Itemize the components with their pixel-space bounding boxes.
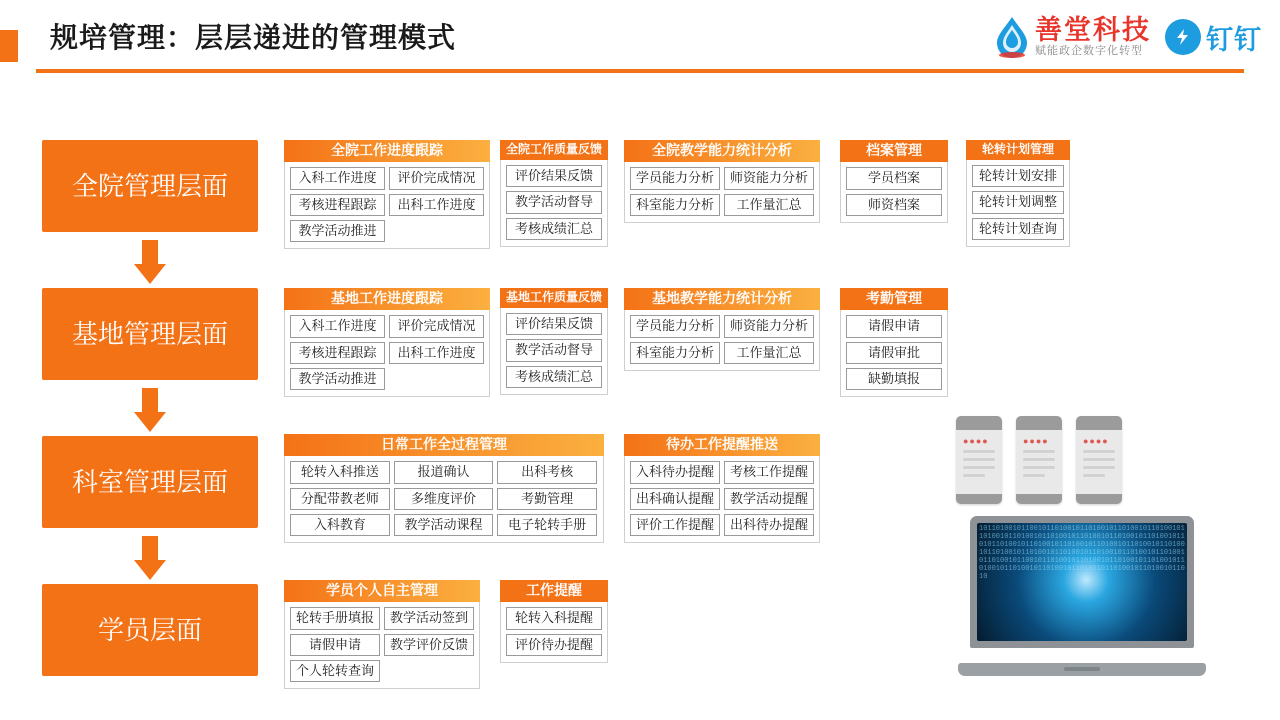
- group-rotation-plan: [966, 140, 1070, 247]
- phone-device: [956, 416, 1002, 504]
- chip[interactable]: 教学活动课程: [394, 514, 494, 536]
- dingtalk-logo: [1165, 18, 1262, 57]
- chip[interactable]: 学员档案: [846, 167, 942, 189]
- group-title: 基地工作进度跟踪: [284, 288, 490, 310]
- chip[interactable]: 教学活动督导: [506, 339, 602, 361]
- header-accent-tab: [0, 30, 18, 62]
- group-daily-work: [284, 434, 604, 543]
- group-title: 基地工作质量反馈: [500, 288, 608, 308]
- chip[interactable]: 评价完成情况: [389, 167, 484, 189]
- chip[interactable]: 入科待办提醒: [630, 461, 720, 483]
- group-title: 轮转计划管理: [966, 140, 1070, 160]
- phone-illustration: [956, 416, 1188, 506]
- group-student-self-management: [284, 580, 480, 689]
- shantang-logo-text: [1035, 16, 1151, 59]
- phone-device: [1076, 416, 1122, 504]
- chip[interactable]: 请假申请: [846, 315, 942, 337]
- group-title: 日常工作全过程管理: [284, 434, 604, 456]
- shantang-name: 善堂科技: [1035, 14, 1151, 45]
- phone-device: [1016, 416, 1062, 504]
- group-title: 全院教学能力统计分析: [624, 140, 820, 162]
- chip[interactable]: 出科工作进度: [389, 194, 484, 216]
- chip[interactable]: 科室能力分析: [630, 194, 720, 216]
- page-title: 规培管理：层层递进的管理模式: [50, 22, 457, 53]
- group-title: 工作提醒: [500, 580, 608, 602]
- group-body: [284, 456, 604, 543]
- chip[interactable]: 学员能力分析: [630, 167, 720, 189]
- level-block-student: 学员层面: [42, 584, 258, 676]
- group-hospital-teaching-stats: [624, 140, 820, 223]
- chip[interactable]: 教学活动提醒: [724, 488, 814, 510]
- group-body: [840, 310, 948, 397]
- group-title: 全院工作进度跟踪: [284, 140, 490, 162]
- chip[interactable]: 考核进程跟踪: [290, 342, 385, 364]
- group-attendance: [840, 288, 948, 397]
- phone-dots: ●●●●: [963, 436, 989, 446]
- group-body: [500, 602, 608, 663]
- group-title: 考勤管理: [840, 288, 948, 310]
- group-body: [500, 308, 608, 395]
- group-todo-reminders: [624, 434, 820, 543]
- group-body: [284, 602, 480, 689]
- chip[interactable]: 轮转计划查询: [972, 218, 1064, 240]
- shantang-logo: [995, 16, 1151, 59]
- chip[interactable]: 轮转计划调整: [972, 191, 1064, 213]
- chip[interactable]: 评价结果反馈: [506, 313, 602, 335]
- header-divider: [36, 69, 1244, 73]
- laptop-screen-content: [977, 523, 1187, 641]
- group-base-progress: [284, 288, 490, 397]
- chip[interactable]: 教学评价反馈: [384, 634, 474, 656]
- chip[interactable]: 考核工作提醒: [724, 461, 814, 483]
- chip[interactable]: 科室能力分析: [630, 342, 720, 364]
- group-base-teaching-stats: [624, 288, 820, 371]
- chip[interactable]: 教学活动督导: [506, 191, 602, 213]
- group-hospital-quality: [500, 140, 608, 247]
- chip[interactable]: 入科工作进度: [290, 167, 385, 189]
- chip[interactable]: 学员能力分析: [630, 315, 720, 337]
- chip[interactable]: 考核进程跟踪: [290, 194, 385, 216]
- down-arrow-icon: [134, 536, 166, 580]
- chip[interactable]: 考核成绩汇总: [506, 218, 602, 240]
- group-title: 档案管理: [840, 140, 948, 162]
- chip[interactable]: 入科教育: [290, 514, 390, 536]
- chip[interactable]: 工作量汇总: [724, 194, 814, 216]
- chip[interactable]: 出科考核: [497, 461, 597, 483]
- dingtalk-name: 钉钉: [1206, 24, 1262, 55]
- chip[interactable]: 报道确认: [394, 461, 494, 483]
- chip[interactable]: 评价待办提醒: [506, 634, 602, 656]
- group-body: [624, 456, 820, 543]
- chip[interactable]: 出科确认提醒: [630, 488, 720, 510]
- chip[interactable]: 轮转入科提醒: [506, 607, 602, 629]
- dingtalk-icon: [1165, 19, 1201, 55]
- chip[interactable]: 请假申请: [290, 634, 380, 656]
- group-archive: [840, 140, 948, 223]
- group-body: [624, 310, 820, 371]
- chip[interactable]: 轮转手册填报: [290, 607, 380, 629]
- chip[interactable]: 教学活动推进: [290, 368, 385, 390]
- chip[interactable]: 个人轮转查询: [290, 660, 380, 682]
- chip[interactable]: 分配带教老师: [290, 488, 390, 510]
- laptop-notch: [1064, 667, 1100, 671]
- chip[interactable]: 师资能力分析: [724, 167, 814, 189]
- group-title: 基地教学能力统计分析: [624, 288, 820, 310]
- chip[interactable]: 考勤管理: [497, 488, 597, 510]
- chip[interactable]: 评价完成情况: [389, 315, 484, 337]
- chip[interactable]: 轮转入科推送: [290, 461, 390, 483]
- level-block-department: 科室管理层面: [42, 436, 258, 528]
- group-body: [284, 310, 490, 397]
- chip[interactable]: 考核成绩汇总: [506, 366, 602, 388]
- laptop-illustration: [958, 516, 1206, 676]
- down-arrow-icon: [134, 388, 166, 432]
- slide-header: [0, 0, 1280, 76]
- binary-data-graphic: 10110100101100101101001011010010110100101101001011010010110100101101001011010010110100101101001011010110100101101001011010010110100101101001011010010110100101101001011010010110100101101001011010010110100101100101101001011010010110100101101001011010010110100101101001011010010110100101101001011010: [979, 525, 1185, 581]
- chip[interactable]: 缺勤填报: [846, 368, 942, 390]
- group-body: [840, 162, 948, 223]
- water-drop-icon: [995, 16, 1029, 58]
- chip[interactable]: 出科工作进度: [389, 342, 484, 364]
- level-block-base: 基地管理层面: [42, 288, 258, 380]
- chip[interactable]: 轮转计划安排: [972, 165, 1064, 187]
- chip[interactable]: 教学活动推进: [290, 220, 385, 242]
- level-block-hospital: 全院管理层面: [42, 140, 258, 232]
- group-work-reminder: [500, 580, 608, 663]
- group-title: 学员个人自主管理: [284, 580, 480, 602]
- chip[interactable]: 多维度评价: [394, 488, 494, 510]
- group-title: 待办工作提醒推送: [624, 434, 820, 456]
- chip[interactable]: 出科待办提醒: [724, 514, 814, 536]
- chip[interactable]: 工作量汇总: [724, 342, 814, 364]
- group-body: [500, 160, 608, 247]
- chip[interactable]: 教学活动签到: [384, 607, 474, 629]
- group-base-quality: [500, 288, 608, 395]
- chip[interactable]: 电子轮转手册: [497, 514, 597, 536]
- group-body: [284, 162, 490, 249]
- logo-zone: [995, 8, 1262, 66]
- phone-dots: ●●●●: [1083, 436, 1109, 446]
- shantang-tagline: 赋能政企数字化转型: [1035, 45, 1143, 58]
- group-hospital-progress: [284, 140, 490, 249]
- group-body: [624, 162, 820, 223]
- chip[interactable]: 评价结果反馈: [506, 165, 602, 187]
- phone-dots: ●●●●: [1023, 436, 1049, 446]
- chip[interactable]: 请假审批: [846, 342, 942, 364]
- chip[interactable]: 师资能力分析: [724, 315, 814, 337]
- chip[interactable]: 师资档案: [846, 194, 942, 216]
- down-arrow-icon: [134, 240, 166, 284]
- laptop-screen: [970, 516, 1194, 648]
- chip[interactable]: 评价工作提醒: [630, 514, 720, 536]
- chip[interactable]: 入科工作进度: [290, 315, 385, 337]
- group-body: [966, 160, 1070, 247]
- group-title: 全院工作质量反馈: [500, 140, 608, 160]
